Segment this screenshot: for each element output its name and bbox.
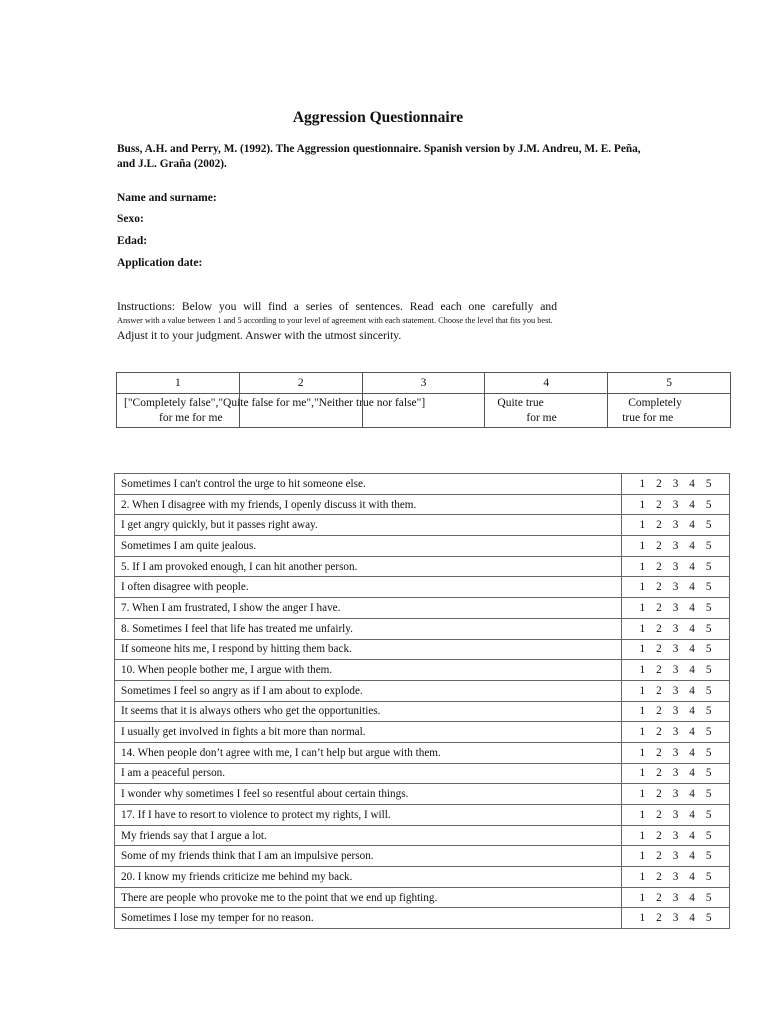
answer-option[interactable]: 2 [656, 726, 662, 739]
answer-option[interactable]: 4 [689, 684, 695, 697]
answer-option[interactable]: 3 [672, 581, 679, 594]
table-row [115, 742, 730, 763]
scale-desc-4-line1: Quite true [497, 397, 544, 409]
answer-option[interactable]: 4 [689, 705, 695, 718]
answer-options [622, 536, 730, 557]
scale-number: 1 [117, 373, 240, 394]
answer-options [622, 598, 730, 619]
answer-option[interactable]: 4 [689, 912, 695, 925]
answer-option[interactable]: 3 [672, 664, 679, 677]
answer-options [622, 722, 730, 743]
answer-option[interactable]: 4 [689, 477, 695, 490]
answer-option[interactable]: 5 [705, 622, 712, 635]
table-row [115, 680, 730, 701]
scale-desc-cell [239, 394, 362, 428]
answer-option[interactable]: 2 [656, 477, 662, 490]
answer-option[interactable]: 3 [672, 891, 679, 904]
answer-option[interactable]: 3 [672, 767, 679, 780]
answer-option[interactable]: 3 [672, 870, 679, 883]
answer-option[interactable]: 4 [689, 788, 695, 801]
answer-options [622, 887, 730, 908]
scale-number: 5 [608, 373, 731, 394]
answer-option[interactable]: 2 [656, 870, 662, 883]
answer-option[interactable]: 3 [672, 746, 679, 759]
answer-option[interactable]: 2 [656, 912, 662, 925]
answer-options [622, 577, 730, 598]
table-row [115, 515, 730, 536]
answer-option[interactable]: 2 [656, 891, 662, 904]
table-row [115, 474, 730, 495]
answer-option[interactable]: 2 [656, 560, 662, 573]
answer-option[interactable]: 5 [705, 643, 712, 656]
answer-option[interactable]: 1 [639, 891, 646, 904]
answer-option[interactable]: 5 [705, 498, 712, 511]
answer-option[interactable]: 3 [672, 643, 679, 656]
answer-option[interactable]: 1 [639, 477, 646, 490]
answer-option[interactable]: 5 [705, 601, 712, 614]
answer-option[interactable]: 2 [656, 498, 662, 511]
answer-options [622, 639, 730, 660]
answer-option[interactable]: 2 [656, 767, 662, 780]
answer-option[interactable]: 4 [689, 539, 695, 552]
item-statement: Sometimes I can't control the urge to hit someone else. [115, 474, 622, 495]
scale-desc-cell [117, 394, 426, 428]
answer-option[interactable]: 2 [656, 808, 662, 821]
instructions-line-3: Adjust it to your judgment. Answer with the utmost sincerity. [117, 329, 402, 342]
scale-desc-4-line2: for me [526, 412, 557, 424]
scale-desc-combined: ["Completely false","Quite false for me","Neither true nor false"] [124, 397, 426, 409]
answer-option[interactable]: 2 [656, 643, 662, 656]
answer-option[interactable]: 2 [656, 664, 662, 677]
answer-option[interactable]: 3 [672, 560, 679, 573]
item-statement: 5. If I am provoked enough, I can hit another person. [115, 556, 622, 577]
answer-option[interactable]: 4 [689, 498, 695, 511]
item-statement: 2. When I disagree with my friends, I openly discuss it with them. [115, 494, 622, 515]
answer-option[interactable]: 4 [689, 581, 695, 594]
table-row [115, 763, 730, 784]
answer-option[interactable]: 4 [689, 643, 695, 656]
answer-option[interactable]: 2 [656, 622, 662, 635]
item-statement: 7. When I am frustrated, I show the anger I have. [115, 598, 622, 619]
item-statement: I often disagree with people. [115, 577, 622, 598]
answer-option[interactable]: 3 [672, 498, 679, 511]
answer-option[interactable]: 1 [639, 767, 646, 780]
answer-options [622, 701, 730, 722]
answer-option[interactable]: 5 [705, 684, 712, 697]
instructions-line-1: Instructions: Below you will find a series of sentences. Read each one carefully and [117, 300, 557, 313]
answer-option[interactable]: 5 [705, 746, 712, 759]
scale-desc-cell [485, 394, 608, 428]
table-row [115, 494, 730, 515]
answer-option[interactable]: 1 [639, 746, 646, 759]
scale-desc-5-line2: true for me [622, 412, 674, 424]
answer-option[interactable]: 1 [639, 601, 646, 614]
answer-option[interactable]: 2 [656, 788, 662, 801]
scale-number: 2 [239, 373, 362, 394]
answer-option[interactable]: 1 [639, 581, 646, 594]
answer-option[interactable]: 4 [689, 664, 695, 677]
answer-option[interactable]: 5 [705, 519, 712, 532]
answer-option[interactable]: 1 [639, 539, 646, 552]
answer-option[interactable]: 4 [689, 850, 695, 863]
table-row [115, 701, 730, 722]
answer-options [622, 618, 730, 639]
scale-desc-5-line1: Completely [628, 397, 682, 409]
item-statement: I usually get involved in fights a bit more than normal. [115, 722, 622, 743]
answer-options [622, 867, 730, 888]
answer-option[interactable]: 4 [689, 601, 695, 614]
table-row [115, 825, 730, 846]
table-row [115, 618, 730, 639]
item-statement: 10. When people bother me, I argue with them. [115, 660, 622, 681]
answer-option[interactable]: 2 [656, 539, 662, 552]
answer-option[interactable]: 1 [639, 870, 646, 883]
table-row [115, 784, 730, 805]
item-statement: There are people who provoke me to the point that we end up fighting. [115, 887, 622, 908]
answer-option[interactable]: 3 [672, 622, 679, 635]
answer-option[interactable]: 5 [705, 912, 712, 925]
table-row [115, 867, 730, 888]
answer-option[interactable]: 5 [705, 808, 712, 821]
answer-option[interactable]: 2 [656, 684, 662, 697]
answer-option[interactable]: 5 [705, 850, 712, 863]
answer-option[interactable]: 5 [705, 767, 712, 780]
answer-option[interactable]: 1 [639, 788, 646, 801]
answer-option[interactable]: 1 [639, 664, 646, 677]
answer-option[interactable]: 3 [672, 850, 679, 863]
scale-table [116, 372, 731, 428]
item-statement: 14. When people don’t agree with me, I can’t help but argue with them. [115, 742, 622, 763]
answer-options [622, 556, 730, 577]
answer-options [622, 908, 730, 929]
answer-option[interactable]: 5 [705, 581, 712, 594]
answer-option[interactable]: 5 [705, 477, 712, 490]
answer-option[interactable]: 5 [705, 891, 712, 904]
table-row [115, 846, 730, 867]
answer-option[interactable]: 1 [639, 726, 646, 739]
instructions-line-2: Answer with a value between 1 and 5 according to your level of agreement with each statement. Choose the level that fits you best. [117, 316, 553, 325]
answer-option[interactable]: 2 [656, 746, 662, 759]
table-row [115, 556, 730, 577]
answer-option[interactable]: 4 [689, 560, 695, 573]
answer-option[interactable]: 4 [689, 767, 695, 780]
scale-number: 4 [485, 373, 608, 394]
answer-options [622, 805, 730, 826]
table-row [115, 722, 730, 743]
scale-desc-cell [608, 394, 731, 428]
answer-option[interactable]: 5 [705, 726, 712, 739]
answer-option[interactable]: 5 [705, 829, 712, 842]
answer-option[interactable]: 4 [689, 891, 695, 904]
answer-option[interactable]: 3 [672, 684, 679, 697]
age-field-label: Edad: [117, 235, 148, 247]
answer-options [622, 742, 730, 763]
item-statement: I get angry quickly, but it passes right away. [115, 515, 622, 536]
table-row [115, 577, 730, 598]
answer-options [622, 474, 730, 495]
answer-options [622, 515, 730, 536]
item-statement: It seems that it is always others who get the opportunities. [115, 701, 622, 722]
answer-option[interactable]: 3 [672, 705, 679, 718]
answer-option[interactable]: 5 [705, 705, 712, 718]
name-field-label: Name and surname: [117, 192, 217, 204]
answer-option[interactable]: 4 [689, 746, 695, 759]
answer-option[interactable]: 5 [705, 560, 712, 573]
answer-option[interactable]: 1 [639, 643, 646, 656]
answer-options [622, 825, 730, 846]
answer-option[interactable]: 3 [672, 829, 679, 842]
answer-option[interactable]: 4 [689, 808, 695, 821]
item-statement: 8. Sometimes I feel that life has treated me unfairly. [115, 618, 622, 639]
item-statement: My friends say that I argue a lot. [115, 825, 622, 846]
answer-option[interactable]: 1 [639, 684, 646, 697]
answer-options [622, 763, 730, 784]
scale-desc-cell [362, 394, 485, 428]
answer-option[interactable]: 2 [656, 850, 662, 863]
answer-option[interactable]: 1 [639, 705, 646, 718]
answer-option[interactable]: 4 [689, 622, 695, 635]
item-statement: If someone hits me, I respond by hitting them back. [115, 639, 622, 660]
scale-desc-combined-sub: for me for me [159, 412, 223, 424]
answer-option[interactable]: 1 [639, 808, 646, 821]
table-row [115, 639, 730, 660]
answer-option[interactable]: 2 [656, 519, 662, 532]
table-row [115, 887, 730, 908]
answer-option[interactable]: 3 [672, 477, 679, 490]
item-statement: I wonder why sometimes I feel so resentful about certain things. [115, 784, 622, 805]
answer-option[interactable]: 4 [689, 519, 695, 532]
answer-option[interactable]: 3 [672, 726, 679, 739]
answer-option[interactable]: 5 [705, 664, 712, 677]
answer-option[interactable]: 2 [656, 581, 662, 594]
answer-option[interactable]: 5 [705, 788, 712, 801]
answer-option[interactable]: 4 [689, 726, 695, 739]
citation: Buss, A.H. and Perry, M. (1992). The Aggression questionnaire. Spanish version by J.M. Andreu, M. E. Peña, and J.L. Graña (2002). [117, 143, 641, 170]
item-statement: 20. I know my friends criticize me behind my back. [115, 867, 622, 888]
answer-option[interactable]: 1 [639, 912, 646, 925]
answer-options [622, 660, 730, 681]
answer-option[interactable]: 1 [639, 622, 646, 635]
answer-options [622, 846, 730, 867]
answer-option[interactable]: 1 [639, 850, 646, 863]
sex-field-label: Sexo: [117, 213, 144, 225]
answer-option[interactable]: 4 [689, 829, 695, 842]
answer-option[interactable]: 3 [672, 519, 679, 532]
scale-number: 3 [362, 373, 485, 394]
answer-option[interactable]: 2 [656, 829, 662, 842]
answer-option[interactable]: 1 [639, 498, 646, 511]
page-title: Aggression Questionnaire [292, 109, 464, 126]
answer-option[interactable]: 1 [639, 829, 646, 842]
answer-option[interactable]: 2 [656, 705, 662, 718]
answer-option[interactable]: 1 [639, 560, 646, 573]
answer-option[interactable]: 5 [705, 539, 712, 552]
answer-option[interactable]: 3 [672, 808, 679, 821]
answer-option[interactable]: 3 [672, 539, 679, 552]
answer-option[interactable]: 5 [705, 870, 712, 883]
item-statement: 17. If I have to resort to violence to protect my rights, I will. [115, 805, 622, 826]
answer-option[interactable]: 3 [672, 788, 679, 801]
table-row [115, 536, 730, 557]
application-date-field-label: Application date: [117, 257, 203, 269]
item-statement: Sometimes I lose my temper for no reason. [115, 908, 622, 929]
table-row [115, 660, 730, 681]
table-row [115, 805, 730, 826]
answer-option[interactable]: 3 [672, 912, 679, 925]
answer-option[interactable]: 1 [639, 519, 646, 532]
item-statement: Sometimes I am quite jealous. [115, 536, 622, 557]
item-statement: Some of my friends think that I am an impulsive person. [115, 846, 622, 867]
answer-options [622, 784, 730, 805]
table-row [115, 908, 730, 929]
answer-option[interactable]: 4 [689, 870, 695, 883]
answer-options [622, 680, 730, 701]
answer-option[interactable]: 2 [656, 601, 662, 614]
items-table [114, 473, 730, 929]
table-row [115, 598, 730, 619]
item-statement: I am a peaceful person. [115, 763, 622, 784]
answer-options [622, 494, 730, 515]
item-statement: Sometimes I feel so angry as if I am about to explode. [115, 680, 622, 701]
answer-option[interactable]: 3 [672, 601, 679, 614]
